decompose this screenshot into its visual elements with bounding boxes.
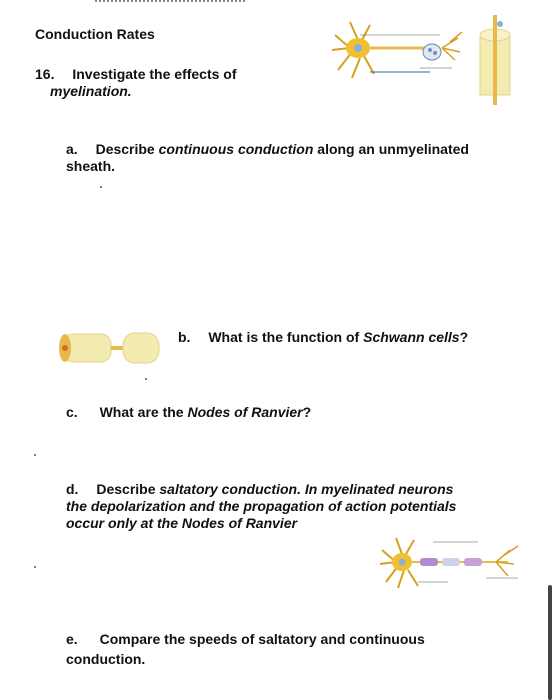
scrollbar[interactable] [548,585,552,700]
question-e: e. Compare the speeds of saltatory and continuous [66,631,425,647]
question-16 [35,65,237,83]
question-d-line3: occur only at the Nodes of Ranvier [66,515,298,531]
saltatory-neuron-illustration [378,532,528,592]
question-d: d. Describe saltatory conduction. In myelinated neurons [66,481,454,497]
myelin-sheath-illustration [55,325,165,370]
stray-dot [145,378,147,380]
question-number: 16. [35,66,55,82]
question-d-line2: the depolarization and the propagation of action potentials [66,498,457,514]
stray-dot [34,566,36,568]
question-a-line2: sheath. [66,158,116,174]
question-c: c. What are the Nodes of Ranvier? [66,404,312,420]
question-a: a. Describe continuous conduction along an unmyelinated [66,141,469,157]
question-e-line2: conduction. [66,651,146,667]
stray-dot [34,454,36,456]
neuron-myelin-illustration [330,10,530,110]
cropped-top-line [95,0,245,5]
section-heading: Conduction Rates [35,26,155,42]
question-16-line2: myelination. [50,83,132,99]
question-b: b. What is the function of Schwann cells? [178,329,469,345]
stray-dot [100,186,102,188]
question-16-line1: Investigate the effects of [72,66,237,82]
